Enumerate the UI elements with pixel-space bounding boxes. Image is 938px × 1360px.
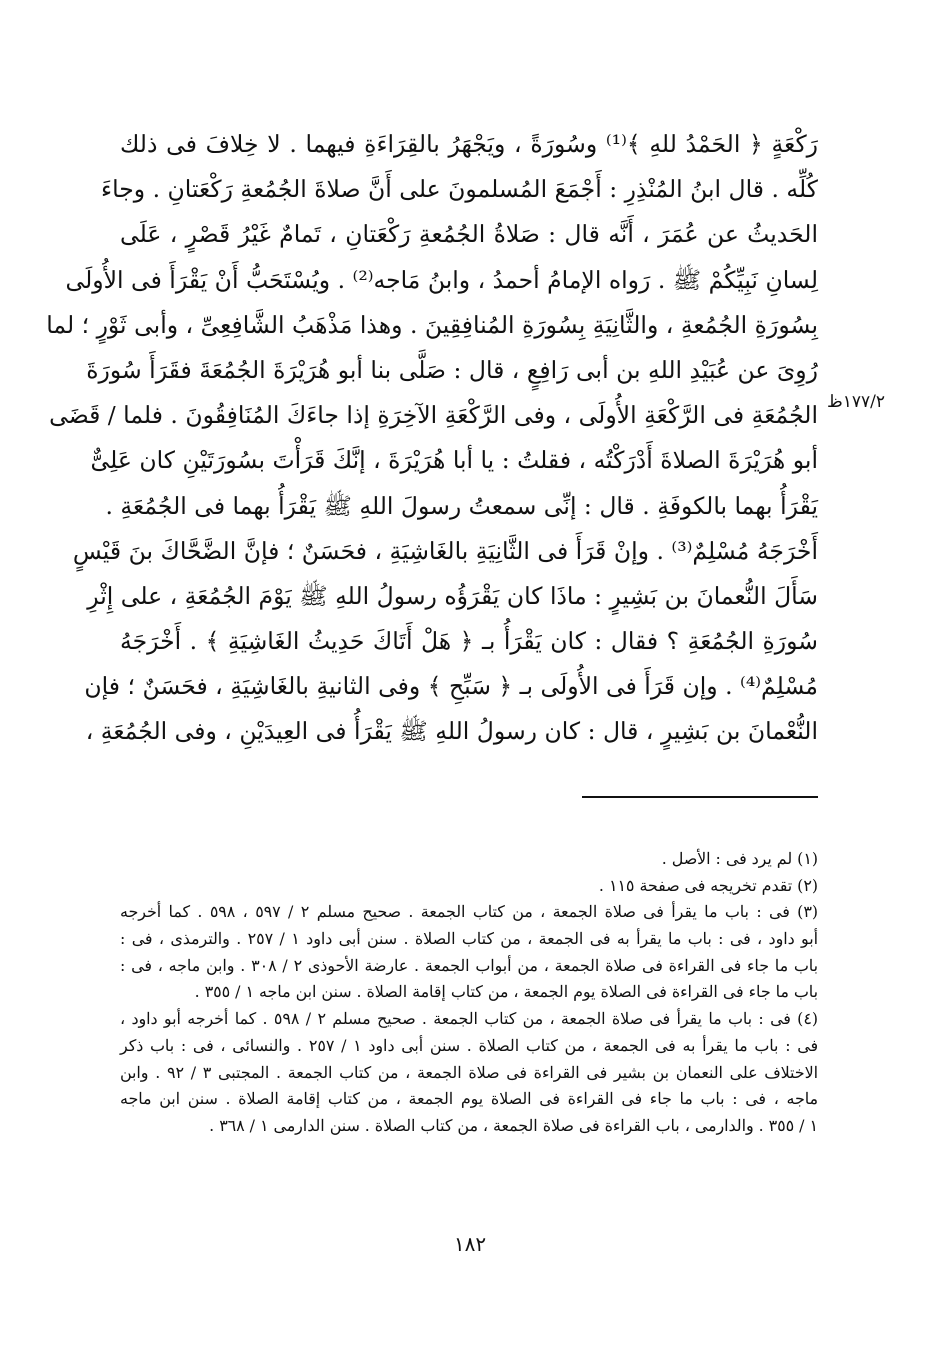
footnote-line: باب ما جاء فى القراءة فى صلاة الجمعة ، من أبواب الجمعة . عارضة الأحوذى ٢ / ٣٠٨ . وابن ماجه ، فى : [120, 955, 818, 975]
footnote-line: (١) لم يرد فى : الأصل . [661, 849, 818, 868]
body-line: رُوِىَ عن عُبَيْدِ اللهِ بن أبى رَافِعٍ ، قال : صَلَّى بنا أبو هُرَيْرَةَ الجُمُعَةَ فقَرَأَ سُورَةَ [86, 355, 818, 384]
body-line: أبو هُرَيْرَةَ الصلاةَ أَدْرَكْتُه ، فقلتُ : يا أبا هُرَيْرَةَ ، إنَّكَ قَرَأْتَ بسُورَتَيْنِ كان عَلِىٌّ [90, 446, 818, 475]
footnote-line: (٢) تقدم تخريجه فى صفحة ١١٥ . [598, 875, 818, 895]
body-line: لِسانِ نَبِيِّكُمْ ﷺ . رَواه الإمامُ أحمدُ ، وابنُ مَاجه⁽²⁾ . ويُسْتَحَبُّ أَنْ يَقْرَأَ فى الأُولَى [65, 265, 818, 294]
page-number: ١٨٢ [453, 1232, 487, 1256]
body-line: بِسُورَةِ الجُمُعةِ ، والثَّانِيَةِ بِسُورَةِ المُنافِقِينَ . وهذا مَذْهَبُ الشَّافِعِىِّ ، وأبى ثَوْرٍ ؛ لما [46, 310, 818, 339]
footnote-line: (٤) فى : باب ما يقرأ فى صلاة الجمعة ، من كتاب الجمعة . صحيح مسلم ٢ / ٥٩٨ . كما أخرجه أبو داود ، [120, 1009, 818, 1029]
body-line: أَخْرَجَهُ مُسْلِمٌ⁽³⁾ . وإنْ قَرَأَ فى الثَّانِيَةِ بالغَاشِيَةِ ، فحَسَنٌ ؛ فإنَّ الضَّحَّاكَ بنَ قَيْسٍ [72, 536, 818, 565]
body-line: سُورَةِ الجُمُعَةِ ؟ فقال : كان يَقْرَأُ بـ ﴿ هَلْ أَتَاكَ حَدِيثُ الغَاشِيَةِ ﴾ . أَخْرَجَهُ [120, 627, 818, 656]
body-line: رَكْعَةٍ ﴿ الحَمْدُ للهِ ﴾⁽¹⁾ وسُورَةً ، ويَجْهَرُ بالقِرَاءَةِ فيهما . لا خِلافَ فى ذلك [120, 130, 819, 158]
body-line: الحَديثُ عن عُمَرَ ، أَنَّه قال : صَلاةُ الجُمُعةِ رَكْعَتانِ ، تَمامٌ غَيْرُ قَصْرٍ ، عَلَى [120, 220, 818, 249]
main-text [46, 122, 819, 755]
body-line: سَأَلَ النُّعمانَ بن بَشِيرٍ : ماذَا كان يَقْرَؤُه رسولُ اللهِ ﷺ يَوْمَ الجُمُعَةِ ، على إِثْرِ [87, 581, 818, 610]
footnote-line: أبو داود ، فى : باب ما يقرأ به فى الجمعة ، من كتاب الصلاة . سنن أبى داود ١ / ٢٥٧ . والترمذى ، فى : [120, 929, 818, 949]
body-line: الجُمُعَةِ فى الرَّكْعَةِ الأُولَى ، وفى الرَّكْعَةِ الآخِرَةِ إذا جاءَكَ المُنَافِقُونَ . فلما / قَضَى [49, 401, 818, 430]
footnote-line: ماجه ، فى : باب ما جاء فى القراءة فى الصلاة يوم الجمعة ، من كتاب إقامة الصلاة . سنن ابن ماجه [120, 1089, 818, 1109]
margin-manuscript-reference: ١٧٧/٢ظ [827, 392, 885, 412]
body-line: يَقْرَأُ بهما بالكوفَةِ . قال : إنِّى سمعتُ رسولَ اللهِ ﷺ يَقْرَأُ بهما فى الجُمُعَةِ . [105, 491, 818, 520]
footnote-divider [582, 796, 818, 798]
body-line: مُسْلِمٌ⁽⁴⁾ . وإن قَرَأَ فى الأُولَى بـ ﴿ سَبِّحِ ﴾ وفى الثانيةِ بالغَاشِيَةِ ، فحَسَنٌ ؛ فإن [84, 672, 818, 701]
footnotes [120, 846, 818, 1140]
body-line: كُلِّه . قال ابنُ المُنْذِرِ : أَجْمَعَ المُسلمونَ على أَنَّ صلاةَ الجُمُعةِ رَكْعَتانِ . وجاءَ [101, 175, 818, 204]
footnote-line: الاختلاف على النعمان بن بشير فى القراءة فى صلاة الجمعة ، من كتاب الجمعة . المجتبى ٣ / ٩٢ . وابن [120, 1062, 818, 1082]
body-line: النُّعْمانَ بن بَشِيرٍ ، قال : كان رسولُ اللهِ ﷺ يَقْرَأُ فى العِيدَيْنِ ، وفى الجُمُعَةِ ، [85, 717, 818, 746]
footnote-line: ١ / ٣٥٥ . والدارمى ، باب القراءة فى صلاة الجمعة ، من كتاب الصلاة . سنن الدارمى ١ / ٣٦٨ . [209, 1115, 818, 1135]
footnote-line: فى : باب ما يقرأ به فى الجمعة ، من كتاب الصلاة . سنن أبى داود ١ / ٢٥٧ . والنسائى ، فى : باب ذكر [120, 1035, 818, 1055]
footnote-line: باب ما جاء فى القراءة فى الصلاة يوم الجمعة ، من كتاب إقامة الصلاة . سنن ابن ماجه ١ / ٣٥٥ . [194, 982, 818, 1002]
footnote-line: (٣) فى : باب ما يقرأ فى صلاة الجمعة ، من كتاب الجمعة . صحيح مسلم ٢ / ٥٩٧ ، ٥٩٨ . كما أخرجه [120, 902, 818, 922]
